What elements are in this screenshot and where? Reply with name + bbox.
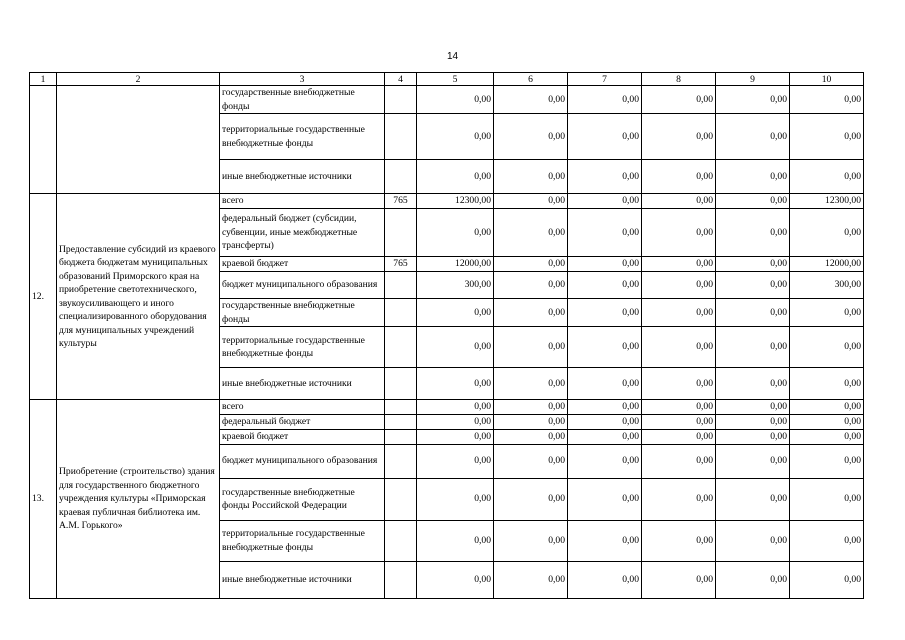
code-cell (385, 299, 417, 327)
value-cell: 0,00 (716, 86, 790, 114)
funding-source: территориальные государственные внебюджетные фонды (220, 327, 385, 368)
value-cell: 0,00 (642, 327, 716, 368)
value-cell: 0,00 (642, 368, 716, 400)
value-cell: 0,00 (417, 520, 494, 561)
value-cell: 0,00 (642, 114, 716, 160)
value-cell: 0,00 (417, 160, 494, 194)
code-cell (385, 444, 417, 478)
code-cell (385, 272, 417, 299)
code-cell (385, 114, 417, 160)
code-cell: 765 (385, 194, 417, 209)
value-cell: 0,00 (790, 429, 864, 444)
value-cell: 0,00 (568, 209, 642, 257)
value-cell: 0,00 (642, 257, 716, 272)
code-cell (385, 86, 417, 114)
value-cell: 0,00 (568, 478, 642, 520)
value-cell: 0,00 (568, 444, 642, 478)
value-cell: 0,00 (417, 444, 494, 478)
value-cell: 0,00 (790, 561, 864, 598)
value-cell: 0,00 (568, 86, 642, 114)
column-header: 4 (385, 73, 417, 86)
item-description-cell (57, 86, 220, 194)
value-cell: 0,00 (494, 257, 568, 272)
code-cell (385, 520, 417, 561)
value-cell: 0,00 (494, 400, 568, 415)
value-cell: 0,00 (642, 400, 716, 415)
value-cell: 0,00 (568, 272, 642, 299)
value-cell: 0,00 (494, 160, 568, 194)
value-cell: 0,00 (417, 299, 494, 327)
value-cell: 0,00 (568, 114, 642, 160)
funding-source: федеральный бюджет (220, 414, 385, 429)
column-header: 5 (417, 73, 494, 86)
value-cell: 0,00 (716, 114, 790, 160)
table-row (30, 400, 864, 415)
value-cell: 0,00 (790, 444, 864, 478)
value-cell: 0,00 (568, 327, 642, 368)
value-cell: 0,00 (642, 429, 716, 444)
value-cell: 0,00 (568, 194, 642, 209)
funding-source: иные внебюджетные источники (220, 160, 385, 194)
value-cell: 0,00 (790, 414, 864, 429)
value-cell: 0,00 (716, 299, 790, 327)
value-cell: 12000,00 (790, 257, 864, 272)
code-cell (385, 400, 417, 415)
funding-source: всего (220, 194, 385, 209)
value-cell: 0,00 (417, 114, 494, 160)
value-cell: 0,00 (494, 414, 568, 429)
value-cell: 0,00 (716, 272, 790, 299)
item-number: 13. (30, 400, 57, 599)
value-cell: 0,00 (568, 400, 642, 415)
value-cell: 0,00 (642, 299, 716, 327)
value-cell: 0,00 (568, 160, 642, 194)
value-cell: 0,00 (494, 194, 568, 209)
value-cell: 0,00 (417, 561, 494, 598)
funding-source: всего (220, 400, 385, 415)
value-cell: 0,00 (568, 561, 642, 598)
table-row (30, 86, 864, 114)
value-cell: 0,00 (716, 327, 790, 368)
value-cell: 0,00 (417, 209, 494, 257)
value-cell: 0,00 (790, 368, 864, 400)
value-cell: 12000,00 (417, 257, 494, 272)
column-header: 2 (57, 73, 220, 86)
value-cell: 0,00 (716, 520, 790, 561)
column-header: 8 (642, 73, 716, 86)
funding-source: территориальные государственные внебюджетные фонды (220, 520, 385, 561)
value-cell: 0,00 (716, 444, 790, 478)
value-cell: 0,00 (642, 160, 716, 194)
funding-source: государственные внебюджетные фонды (220, 299, 385, 327)
value-cell: 0,00 (417, 86, 494, 114)
value-cell: 0,00 (417, 368, 494, 400)
value-cell: 0,00 (568, 257, 642, 272)
item-number: 12. (30, 194, 57, 400)
value-cell: 0,00 (642, 86, 716, 114)
code-cell (385, 327, 417, 368)
item-number-cell (30, 86, 57, 194)
value-cell: 0,00 (642, 414, 716, 429)
value-cell: 0,00 (716, 368, 790, 400)
value-cell: 0,00 (642, 561, 716, 598)
value-cell: 0,00 (642, 444, 716, 478)
value-cell: 0,00 (642, 194, 716, 209)
value-cell: 0,00 (790, 299, 864, 327)
value-cell: 0,00 (494, 561, 568, 598)
code-cell (385, 160, 417, 194)
value-cell: 0,00 (642, 520, 716, 561)
funding-source: федеральный бюджет (субсидии, субвенции, иные межбюджетные трансферты) (220, 209, 385, 257)
value-cell: 0,00 (790, 86, 864, 114)
value-cell: 300,00 (417, 272, 494, 299)
value-cell: 0,00 (568, 520, 642, 561)
funding-source: государственные внебюджетные фонды Российской Федерации (220, 478, 385, 520)
column-header: 7 (568, 73, 642, 86)
value-cell: 0,00 (417, 400, 494, 415)
column-header: 9 (716, 73, 790, 86)
value-cell: 300,00 (790, 272, 864, 299)
funding-source: бюджет муниципального образования (220, 444, 385, 478)
column-header: 3 (220, 73, 385, 86)
page-number: 14 (446, 51, 459, 62)
value-cell: 0,00 (417, 478, 494, 520)
value-cell: 0,00 (494, 114, 568, 160)
value-cell: 0,00 (716, 429, 790, 444)
value-cell: 0,00 (716, 478, 790, 520)
code-cell (385, 209, 417, 257)
column-header: 1 (30, 73, 57, 86)
column-header: 6 (494, 73, 568, 86)
value-cell: 0,00 (494, 299, 568, 327)
header-row (30, 73, 864, 86)
budget-table (29, 72, 864, 599)
value-cell: 0,00 (790, 327, 864, 368)
value-cell: 0,00 (494, 444, 568, 478)
value-cell: 0,00 (417, 414, 494, 429)
funding-source: краевой бюджет (220, 257, 385, 272)
value-cell: 0,00 (790, 209, 864, 257)
value-cell: 0,00 (494, 272, 568, 299)
item-description: Приобретение (строительство) здания для государственного бюджетного учреждения культуры «Приморская краевая публичная библиотека им. А.М. Горького» (57, 400, 220, 599)
value-cell: 0,00 (568, 414, 642, 429)
code-cell: 765 (385, 257, 417, 272)
value-cell: 0,00 (716, 257, 790, 272)
funding-source: иные внебюджетные источники (220, 561, 385, 598)
value-cell: 0,00 (790, 478, 864, 520)
funding-source: государственные внебюджетные фонды (220, 86, 385, 114)
value-cell: 0,00 (417, 429, 494, 444)
value-cell: 0,00 (494, 368, 568, 400)
code-cell (385, 414, 417, 429)
value-cell: 0,00 (568, 299, 642, 327)
value-cell: 0,00 (790, 114, 864, 160)
value-cell: 0,00 (494, 86, 568, 114)
column-header: 10 (790, 73, 864, 86)
value-cell: 0,00 (494, 429, 568, 444)
value-cell: 0,00 (716, 414, 790, 429)
code-cell (385, 368, 417, 400)
value-cell: 0,00 (642, 478, 716, 520)
value-cell: 0,00 (790, 400, 864, 415)
value-cell: 0,00 (716, 209, 790, 257)
value-cell: 0,00 (790, 160, 864, 194)
code-cell (385, 478, 417, 520)
value-cell: 0,00 (417, 327, 494, 368)
funding-source: иные внебюджетные источники (220, 368, 385, 400)
value-cell: 0,00 (642, 209, 716, 257)
code-cell (385, 429, 417, 444)
value-cell: 0,00 (568, 429, 642, 444)
value-cell: 12300,00 (790, 194, 864, 209)
funding-source: территориальные государственные внебюджетные фонды (220, 114, 385, 160)
table-row (30, 194, 864, 209)
value-cell: 0,00 (494, 327, 568, 368)
funding-source: краевой бюджет (220, 429, 385, 444)
item-description: Предоставление субсидий из краевого бюджета бюджетам муниципальных образований Приморского края на приобретение светотехнического, звукоусиливающего и иного специализированного оборудования для муниципальных учреждений культуры (57, 194, 220, 400)
code-cell (385, 561, 417, 598)
value-cell: 0,00 (790, 520, 864, 561)
funding-source: бюджет муниципального образования (220, 272, 385, 299)
value-cell: 0,00 (716, 561, 790, 598)
value-cell: 0,00 (642, 272, 716, 299)
value-cell: 0,00 (716, 400, 790, 415)
value-cell: 0,00 (494, 520, 568, 561)
value-cell: 0,00 (494, 478, 568, 520)
value-cell: 0,00 (568, 368, 642, 400)
value-cell: 12300,00 (417, 194, 494, 209)
value-cell: 0,00 (494, 209, 568, 257)
value-cell: 0,00 (716, 160, 790, 194)
value-cell: 0,00 (716, 194, 790, 209)
